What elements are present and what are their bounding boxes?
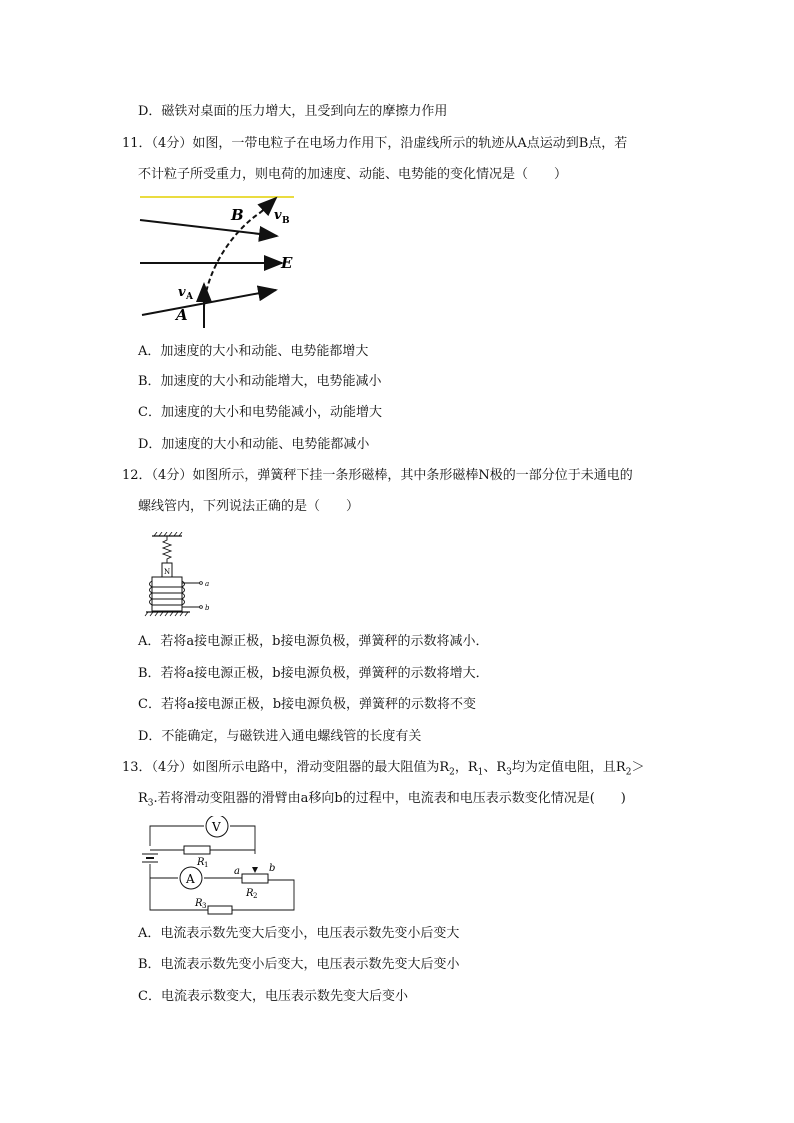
spring xyxy=(163,536,171,563)
q12-solenoid-figure xyxy=(144,532,216,618)
solenoid xyxy=(152,577,182,611)
q12-option-c: C．若将a接电源正极，b接电源负极，弹簧秤的示数将不变 xyxy=(138,697,477,712)
label-a: a xyxy=(234,866,240,877)
label-a: a xyxy=(205,580,210,588)
q11-electric-field-figure xyxy=(136,192,296,332)
label-R1-sub: 1 xyxy=(204,861,209,869)
trajectory-path xyxy=(204,212,261,307)
q13-circuit-figure xyxy=(138,816,300,918)
q12-option-d: D．不能确定，与磁铁进入通电螺线管的长度有关 xyxy=(138,729,422,744)
resistor-R3 xyxy=(208,906,232,914)
label-A: A xyxy=(186,872,195,886)
q11-stem-line2: 不计粒子所受重力，则电荷的加速度、动能、电势能的变化情况是（ ） xyxy=(138,167,568,182)
q13-option-c: C．电流表示数变大，电压表示数先变大后变小 xyxy=(138,989,408,1004)
q12-option-b: B．若将a接电源正极，b接电源负极，弹簧秤的示数将增大． xyxy=(138,666,489,681)
field-line-bottom xyxy=(142,290,276,315)
label-R2-sub: 2 xyxy=(253,892,258,900)
q13-option-b: B．电流表示数先变小后变大，电压表示数先变大后变小 xyxy=(138,957,460,972)
q10-option-d: D．磁铁对桌面的压力增大，且受到向左的摩擦力作用 xyxy=(138,104,448,119)
terminal-b xyxy=(200,606,203,609)
terminal-a xyxy=(200,582,203,585)
rheostat-R2 xyxy=(242,874,268,883)
q11-option-a: A．加速度的大小和动能、电势能都增大 xyxy=(138,344,369,359)
q13-option-a: A．电流表示数先变大后变小，电压表示数先变小后变大 xyxy=(138,926,460,941)
label-vA: v xyxy=(178,285,186,300)
slider-tip xyxy=(252,867,258,873)
label-N: N xyxy=(164,568,171,576)
label-V: V xyxy=(212,820,221,834)
q12-stem-line2: 螺线管内，下列说法正确的是（ ） xyxy=(138,499,360,514)
q12-stem-line1: 12．（4分）如图所示，弹簧秤下挂一条形磁棒，其中条形磁棒N极的一部分位于未通电的 xyxy=(122,468,633,483)
label-b: b xyxy=(205,604,210,612)
resistor-R1 xyxy=(184,846,210,854)
q11-option-b: B．加速度的大小和动能增大，电势能减小 xyxy=(138,374,382,389)
label-E: E xyxy=(281,254,293,272)
q11-option-c: C．加速度的大小和电势能减小，动能增大 xyxy=(138,405,382,420)
label-vB-sub: B xyxy=(282,216,290,226)
battery xyxy=(142,854,158,862)
label-vB: v xyxy=(274,208,282,223)
q11-option-d: D．加速度的大小和动能、电势能都减小 xyxy=(138,437,370,452)
q13-stem-line2: $R_3$.若将滑动变阻器的滑臂由a移向b的过程中，电流表和电压表示数变化情况是( ) xyxy=(138,791,626,809)
field-line-top xyxy=(140,220,277,236)
label-B: B xyxy=(231,206,244,224)
label-R3: R xyxy=(195,898,203,909)
label-A: A xyxy=(176,306,188,324)
q13-stem-line1: 13．（4分）如图所示电路中，滑动变阻器的最大阻值为$R_2$，$R_1$、$R_3$均为定值电阻，且$R_2>$ xyxy=(122,760,645,778)
q11-stem-line1: 11．（4分）如图，一带电粒子在电场力作用下，沿虚线所示的轨迹从A点运动到B点，若 xyxy=(122,136,628,151)
label-b: b xyxy=(269,863,276,874)
label-R2: R xyxy=(246,888,254,899)
label-vA-sub: A xyxy=(186,292,193,302)
label-R1: R xyxy=(197,857,205,868)
q12-option-a: A．若将a接电源正极，b接电源负极，弹簧秤的示数将减小． xyxy=(138,634,489,649)
label-R3-sub: 3 xyxy=(202,902,207,910)
